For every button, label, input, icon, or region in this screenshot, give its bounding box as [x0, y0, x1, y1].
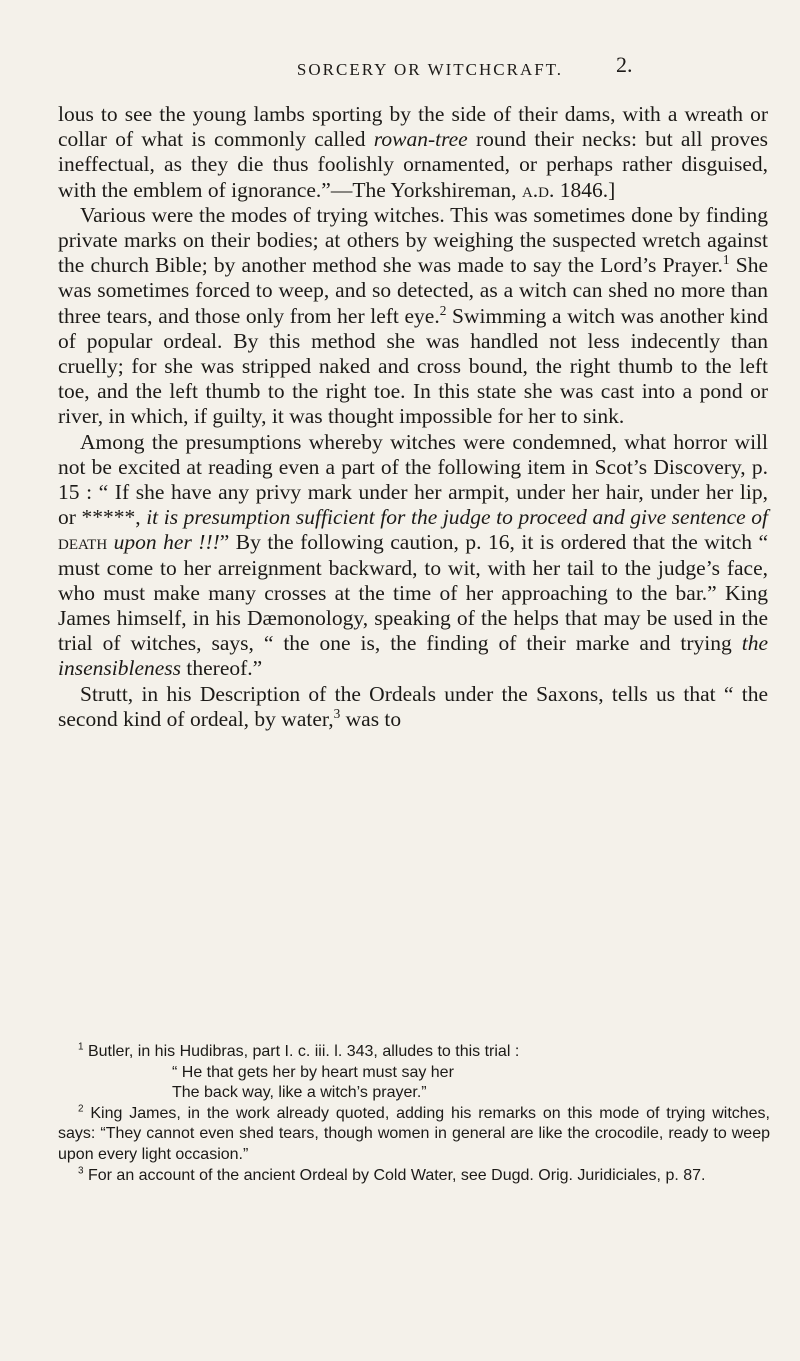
footnote-ref-3: 3 [333, 705, 341, 721]
footnote-1-verse-line-2: The back way, like a witch’s prayer.” [172, 1084, 427, 1102]
paragraph-2: Various were the modes of trying witches. This was sometimes done by finding private marks on their bodies; at others by weighing the suspected wretch against the church Bible; by another method she was made to say the Lord’s Prayer.$^1$ She was sometimes forced to weep, and so detected, as a witch can shed no more than three tears, and those only from her left eye.$^2$ Swimming a witch was another kind of popular ordeal. By this method she was handled not less indecently than cruelly; for she was stripped naked and cross bound, the right thumb to the left toe, and the left thumb to the right toe. In this state she was cast into a pond or river, in which, if guilty, it was thought impossible for her to sink. [58, 202, 768, 429]
running-title: SORCERY OR WITCHCRAFT. [296, 60, 564, 79]
footnotes [58, 1042, 770, 1186]
footnote-ref-2: 2 [439, 302, 447, 318]
paragraph-4: Strutt, in his Description of the Ordeals under the Saxons, tells us that “ the second kind of ordeal, by water,$^3$ was to [58, 681, 768, 731]
footnote-3: $^3$ For an account of the ancient Ordeal by Cold Water, see Dugd. Orig. Juridiciales, p. 87. [78, 1165, 706, 1184]
footnote-1: $^1$ Butler, in his Hudibras, part I. c. iii. l. 343, alludes to this trial : [78, 1041, 520, 1060]
footnote-1-verse-line-1: “ He that gets her by heart must say her [172, 1063, 454, 1081]
paragraph-3: Among the presumptions whereby witches were condemned, what horror will not be excited at reading even a part of the following item in Scot’s Discovery, p. 15 : “ If she have any privy mark under her armpit, under her hair, under her lip, or *****, it is presumption sufficient for the judge to proceed and give sentence of death upon her !!!” By the following caution, p. 16, it is ordered that the witch “ must come to her arreignment backward, to wit, with her tail to the judge’s face, who must make many crosses at the time of her approaching to the bar.” King James himself, in his Dæmonology, speaking of the helps that may be used in the trial of witches, says, “ the one is, the finding of their marke and trying the insensibleness thereof.” [58, 429, 769, 681]
paragraph-1: lous to see the young lambs sporting by the side of their dams, with a wreath or collar of what is commonly called rowan-tree round their necks: but all proves ineffectual, as they die thus foolishly ornamented, or perhaps rather disguised, with the emblem of ignorance.”—The Yorkshireman, a.d. 1846.] [58, 102, 768, 202]
date-text: a.d. 1846.] [521, 177, 616, 202]
footnote-ref-1: 1 [722, 252, 730, 268]
body-text [58, 102, 768, 732]
footnote-2: $^2$ King James, in the work already quoted, adding his remarks on this mode of trying witches, says: “They cannot even shed tears, though women in general are like the crocodile, ready to weep upon every light occasion.” [58, 1103, 771, 1163]
italic-term: rowan-tree [373, 127, 468, 152]
page-number: 2. [616, 52, 633, 77]
